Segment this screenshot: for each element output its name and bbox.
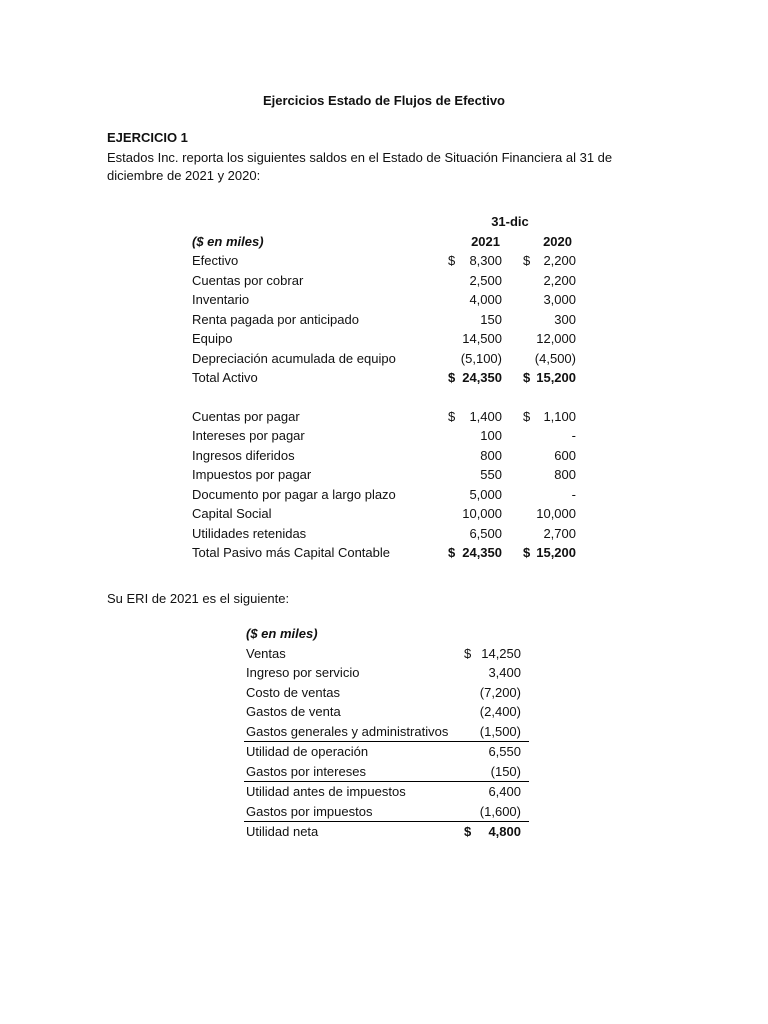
header-row-top: [190, 212, 590, 232]
subtotal-row: [244, 781, 529, 802]
row-label: Total Activo: [192, 370, 258, 385]
table-row: [190, 524, 590, 544]
row-label: Ventas: [246, 645, 286, 661]
row-label: Capital Social: [192, 506, 272, 521]
row-value: 6,550: [488, 744, 521, 759]
table-row: [244, 722, 529, 742]
row-value: (2,400): [479, 704, 521, 719]
value-2021: 550: [480, 467, 502, 482]
currency-symbol: $: [464, 645, 472, 661]
row-label: Inventario: [192, 292, 250, 307]
row-label: Intereses por pagar: [192, 428, 305, 443]
value-2021: $ 1,400: [444, 407, 502, 427]
table-row: [190, 329, 590, 349]
value-2020: 3,000: [543, 292, 576, 307]
table-row: [244, 663, 529, 683]
value-2020: (4,500): [534, 350, 576, 366]
table-row: [244, 644, 529, 664]
table-row: [190, 407, 590, 427]
value-2020: $ 2,200: [521, 251, 576, 271]
units-label: ($ en miles): [246, 626, 318, 641]
currency-symbol: $: [523, 370, 531, 385]
currency-symbol: $: [523, 253, 531, 268]
row-label: Equipo: [192, 331, 233, 346]
table-row: [244, 683, 529, 703]
header-row: [244, 624, 529, 644]
value-2021: (5,100): [460, 350, 502, 366]
row-label: Gastos por intereses: [246, 763, 366, 779]
net-income-row: [244, 821, 529, 842]
currency-symbol: $: [448, 545, 456, 560]
table-row: [190, 349, 590, 369]
balance-sheet-table: [190, 212, 590, 563]
row-value: (1,600): [479, 803, 521, 819]
value-2020: 300: [554, 311, 576, 327]
row-label: Efectivo: [192, 253, 239, 268]
value-2021: 800: [480, 447, 502, 463]
exercise-heading: EJERCICIO 1: [107, 130, 188, 145]
row-value: 4,800: [488, 824, 521, 839]
row-label: Cuentas por cobrar: [192, 272, 304, 288]
row-label: Utilidades retenidas: [192, 525, 307, 541]
value-2021: 10,000: [462, 506, 502, 521]
value-2021: 4,000: [469, 292, 502, 307]
table-row: [244, 702, 529, 722]
value-2020: -: [571, 428, 576, 443]
page-title: Ejercicios Estado de Flujos de Efectivo: [262, 93, 506, 108]
row-label: Utilidad antes de impuestos: [246, 784, 406, 799]
row-label: Renta pagada por anticipado: [192, 311, 359, 327]
currency-symbol: $: [448, 253, 456, 268]
currency-symbol: $: [448, 370, 456, 385]
row-label: Gastos de venta: [246, 704, 341, 719]
col-2020-header: 2020: [543, 233, 572, 249]
total-row: [190, 543, 590, 563]
currency-symbol: $: [523, 408, 531, 424]
value-2020: $ 1,100: [521, 407, 576, 427]
value-2021: 2,500: [469, 272, 502, 288]
row-label: Costo de ventas: [246, 684, 340, 700]
row-label: Gastos generales y administrativos: [246, 723, 449, 739]
value-2020: 800: [554, 467, 576, 482]
row-label: Gastos por impuestos: [246, 803, 373, 819]
income-statement-table: [244, 624, 529, 842]
row-value: 3,400: [488, 665, 521, 680]
currency-symbol: $: [464, 824, 472, 839]
row-label: Total Pasivo más Capital Contable: [192, 545, 390, 560]
date-header: 31-dic: [491, 214, 529, 229]
row-label: Documento por pagar a largo plazo: [192, 486, 396, 502]
header-row: [190, 232, 590, 252]
value-2020: 600: [554, 447, 576, 463]
col-2021-header: 2021: [471, 233, 500, 249]
value-2021: 150: [480, 311, 502, 327]
row-value: (150): [490, 763, 521, 779]
value-2021: $ 24,350: [444, 543, 502, 563]
value-2020: 10,000: [536, 506, 576, 521]
total-row: [190, 368, 590, 388]
value-2020: 2,700: [543, 525, 576, 541]
table-row: [190, 426, 590, 446]
spacer: [190, 388, 590, 407]
value-2020: -: [571, 486, 576, 502]
value-2020: $ 15,200: [521, 543, 576, 563]
row-label: Ingresos diferidos: [192, 447, 295, 463]
currency-symbol: $: [523, 545, 531, 560]
row-value: (1,500): [479, 723, 521, 739]
row-label: Ingreso por servicio: [246, 665, 360, 680]
table-row: [190, 485, 590, 505]
table-row: [190, 446, 590, 466]
value-2021: 14,500: [462, 331, 502, 346]
row-label: Depreciación acumulada de equipo: [192, 350, 396, 366]
row-value: 6,400: [488, 784, 521, 799]
table-row: [190, 271, 590, 291]
units-label: ($ en miles): [192, 233, 264, 249]
value-2020: $ 15,200: [521, 368, 576, 388]
subtotal-row: [244, 741, 529, 762]
value-2020: 2,200: [543, 272, 576, 288]
row-label: Utilidad neta: [246, 824, 319, 839]
table-row: [190, 290, 590, 310]
row-label: Cuentas por pagar: [192, 408, 300, 424]
income-statement-intro: Su ERI de 2021 es el siguiente:: [107, 591, 290, 606]
row-label: Utilidad de operación: [246, 744, 369, 759]
intro-paragraph: Estados Inc. reporta los siguientes saldos en el Estado de Situación Financiera al 31 de diciembre de 2021 y 2020:: [107, 150, 613, 183]
table-row: [190, 504, 590, 524]
value-2021: 6,500: [469, 525, 502, 541]
row-value: (7,200): [479, 684, 521, 700]
value-2021: 5,000: [469, 486, 502, 502]
table-row: [190, 465, 590, 485]
table-row: [190, 251, 590, 271]
row-label: Impuestos por pagar: [192, 467, 312, 482]
table-row: [190, 310, 590, 330]
value-2021: $ 8,300: [444, 251, 502, 271]
table-row: [244, 802, 529, 822]
row-value: 14,250: [481, 645, 521, 661]
currency-symbol: $: [448, 408, 456, 424]
value-2021: 100: [480, 428, 502, 443]
value-2020: 12,000: [536, 331, 576, 346]
value-2021: $ 24,350: [444, 368, 502, 388]
table-row: [244, 762, 529, 782]
